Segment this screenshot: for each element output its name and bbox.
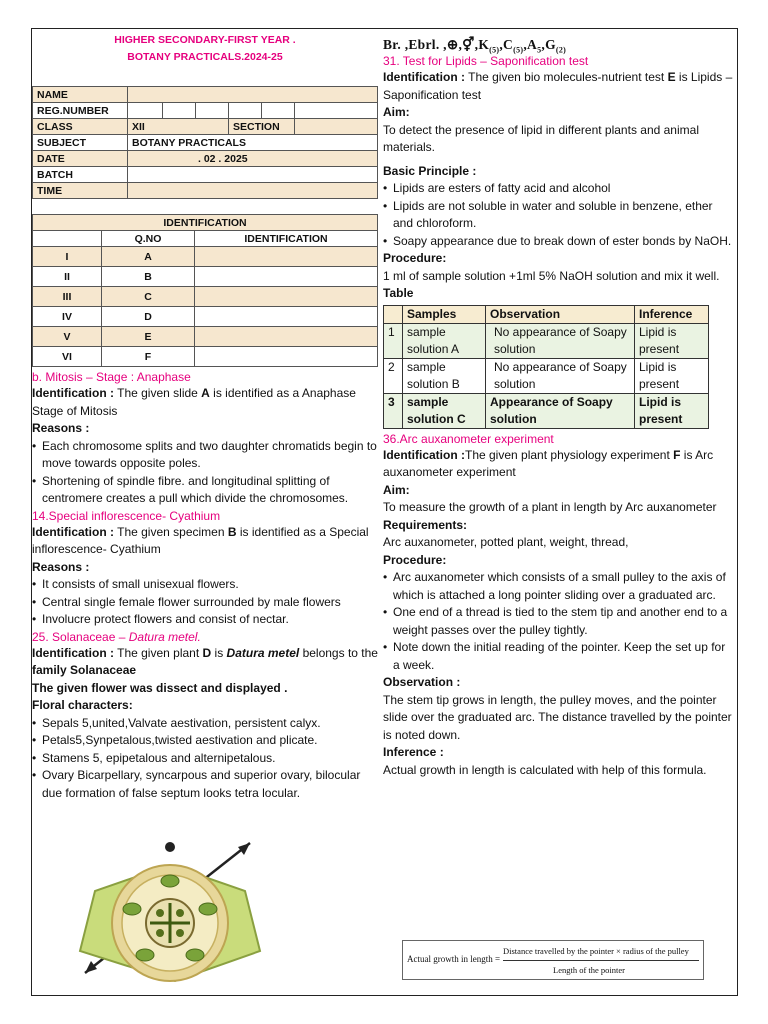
inference: Actual growth in length is calculated with help of this formula. xyxy=(383,762,707,777)
auxanometer-procedure-label: Procedure: xyxy=(383,552,447,567)
identification-header: IDENTIFICATION xyxy=(195,231,378,247)
floral-formula: Br. ,Ebrl. $,\oplus,⚥,K_{(5)},C_{(5)},A_5,G_{(2)}$ xyxy=(383,37,567,55)
table-row: 1 sample solution A No appearance of Soapy solution Lipid is present xyxy=(384,323,709,358)
auxanometer-aim-label: Aim: xyxy=(383,482,410,497)
auxanometer-identification: Identification :The given plant physiology experiment F is Arc auxanometer experiment xyxy=(383,447,714,479)
row-answer[interactable] xyxy=(195,247,378,267)
growth-formula-box xyxy=(402,940,704,980)
mitosis-reasons-list xyxy=(32,438,378,508)
auxanometer-heading: 36.Arc auxanometer experiment xyxy=(383,431,554,446)
mitosis-reasons-label: Reasons : xyxy=(32,421,90,435)
list-item: • Central single female flower surrounded by male flowers xyxy=(32,594,378,612)
row-number: II xyxy=(33,267,102,287)
section-label: SECTION xyxy=(229,119,295,135)
inference-label: Inference : xyxy=(383,745,444,759)
list-item: • Lipids are esters of fatty acid and alcohol xyxy=(383,180,733,198)
identification-title: IDENTIFICATION xyxy=(33,215,378,231)
solanaceae-heading: 25. Solanaceae – Datura metel. xyxy=(32,629,201,644)
batch-label: BATCH xyxy=(33,167,128,183)
floral-characters-list xyxy=(32,715,378,803)
date-label: DATE xyxy=(33,151,128,167)
reg-cell[interactable] xyxy=(262,103,295,119)
row-question: C xyxy=(102,287,195,307)
row-question: B xyxy=(102,267,195,287)
row-question: A xyxy=(102,247,195,267)
female-symbol-icon: ⚥ xyxy=(462,37,475,52)
list-item: • Sepals 5,united,Valvate aestivation, persistent calyx. xyxy=(32,715,378,733)
row-number: V xyxy=(33,327,102,347)
list-item: • It consists of small unisexual flowers. xyxy=(32,576,378,594)
cyathium-reasons-label: Reasons : xyxy=(32,559,90,574)
axis-arrowtail xyxy=(85,961,97,973)
row-number: I xyxy=(33,247,102,267)
formula-fraction-bar xyxy=(503,960,699,961)
observation: The stem tip grows in length, the pulley moves, and the pointer slide over the graduated arc. The distance travelled by the pointer is noted down. xyxy=(383,692,732,742)
auxanometer-aim: To measure the growth of a plant in length by Arc auxanometer xyxy=(383,500,717,514)
lipids-result-table xyxy=(383,305,709,429)
floral-diagram xyxy=(45,833,305,983)
right-column xyxy=(383,36,733,779)
lipids-procedure-label: Procedure: xyxy=(383,251,447,265)
list-item: • Involucre protect flowers and consist of nectar. xyxy=(32,611,378,629)
qno-header: Q.NO xyxy=(102,231,195,247)
table-header: Samples xyxy=(403,305,486,323)
date-value: . 02 . 2025 xyxy=(128,151,378,167)
table-header: Inference xyxy=(635,305,709,323)
table-header xyxy=(384,305,403,323)
class-value: XII xyxy=(128,119,229,135)
subject-value: BOTANY PRACTICALS xyxy=(128,135,378,151)
row-number: III xyxy=(33,287,102,307)
subject-label: SUBJECT xyxy=(33,135,128,151)
cyathium-section xyxy=(32,508,378,629)
identification-table xyxy=(32,214,378,367)
left-column xyxy=(32,29,378,802)
formula-denominator: Length of the pointer xyxy=(553,965,625,975)
row-answer[interactable] xyxy=(195,347,378,367)
name-field[interactable] xyxy=(128,87,378,103)
class-label: CLASS xyxy=(33,119,128,135)
list-item: • Shortening of spindle fibre. and longitudinal splitting of centromere creates a pull which divide the chromosomes. xyxy=(32,473,378,508)
observation-label: Observation : xyxy=(383,675,461,689)
header-title-line2: BOTANY PRACTICALS.2024-25 xyxy=(127,51,283,63)
axis-arrowhead xyxy=(238,843,250,855)
formula-lhs: Actual growth in length = xyxy=(407,954,501,964)
auxanometer-section xyxy=(383,431,733,780)
auxanometer-procedure-list xyxy=(383,569,733,674)
lipids-aim: To detect the presence of lipid in different plants and animal materials. xyxy=(383,122,699,154)
mother-axis-dot xyxy=(165,842,175,852)
basic-principle-label: Basic Principle : xyxy=(383,163,477,178)
row-answer[interactable] xyxy=(195,327,378,347)
floral-characters-label: Floral characters: xyxy=(32,698,133,712)
mitosis-heading: b. Mitosis – Stage : Anaphase xyxy=(32,370,191,384)
row-answer[interactable] xyxy=(195,267,378,287)
mitosis-section xyxy=(32,369,378,508)
solanaceae-dissect-note: The given flower was dissect and displayed . xyxy=(32,680,288,695)
lipids-section xyxy=(383,53,733,429)
requirements: Arc auxanometer, potted plant, weight, thread, xyxy=(383,535,629,549)
row-question: E xyxy=(102,327,195,347)
formula-numerator: Distance travelled by the pointer × radius of the pulley xyxy=(503,946,689,956)
time-field[interactable] xyxy=(128,183,378,199)
student-info-table xyxy=(32,86,378,199)
row-question: D xyxy=(102,307,195,327)
list-item: • Petals5,Synpetalous,twisted aestivation and plicate. xyxy=(32,732,378,750)
cyathium-identification: Identification : The given specimen B is identified as a Special inflorescence- Cyathium xyxy=(32,524,369,556)
reg-cell[interactable] xyxy=(128,103,163,119)
table-label: Table xyxy=(383,286,414,300)
lipids-heading: 31. Test for Lipids – Saponification test xyxy=(383,54,589,68)
list-item: • One end of a thread is tied to the stem tip and another end to a weight passes over the pulley tightly. xyxy=(383,604,733,639)
cyathium-heading: 14.Special inflorescence- Cyathium xyxy=(32,508,221,523)
reg-cell[interactable] xyxy=(163,103,196,119)
reg-cell[interactable] xyxy=(196,103,229,119)
name-label: NAME xyxy=(33,87,128,103)
list-item: • Lipids are not soluble in water and soluble in benzene, ether and chloroform. xyxy=(383,198,733,233)
list-item: • Ovary Bicarpellary, syncarpous and superior ovary, bilocular due formation of false septum looks tetra locular. xyxy=(32,767,378,802)
batch-field[interactable] xyxy=(128,167,378,183)
lipids-aim-label: Aim: xyxy=(383,105,410,119)
table-row: 2 sample solution B No appearance of Soapy solution Lipid is present xyxy=(384,358,709,393)
header-title-line1: HIGHER SECONDARY-FIRST YEAR . xyxy=(114,34,296,46)
list-item: • Note down the initial reading of the pointer. Keep the set up for a week. xyxy=(383,639,733,674)
row-number: IV xyxy=(33,307,102,327)
requirements-label: Requirements: xyxy=(383,517,468,532)
table-row: 3 sample solution C Appearance of Soapy solution Lipid is present xyxy=(384,393,709,428)
section-field[interactable] xyxy=(295,119,378,135)
lipids-identification: Identification : The given bio molecules-nutrient test E is Lipids – Saponification test xyxy=(383,70,733,102)
row-question: F xyxy=(102,347,195,367)
reg-cell[interactable] xyxy=(295,103,378,119)
list-item: • Stamens 5, epipetalous and alternipetalous. xyxy=(32,750,378,768)
reg-number-label: REG.NUMBER xyxy=(33,103,128,119)
solanaceae-identification: Identification : The given plant D is Datura metel belongs to the family Solanaceae xyxy=(32,645,378,677)
lipids-procedure: 1 ml of sample solution +1ml 5% NaOH solution and mix it well. xyxy=(383,268,720,283)
solanaceae-section xyxy=(32,629,378,803)
row-number: VI xyxy=(33,347,102,367)
reg-cell[interactable] xyxy=(229,103,262,119)
mitosis-identification: Identification : The given slide A is identified as a Anaphase Stage of Mitosis xyxy=(32,386,356,418)
list-item: • Arc auxanometer which consists of a small pulley to the axis of which is attached a long pointer sliding over a graduated arc. xyxy=(383,569,733,604)
table-header: Observation xyxy=(486,305,635,323)
cyathium-reasons-list xyxy=(32,576,378,629)
row-answer[interactable] xyxy=(195,287,378,307)
list-item: • Soapy appearance due to break down of ester bonds by NaOH. xyxy=(383,233,733,251)
time-label: TIME xyxy=(33,183,128,199)
row-answer[interactable] xyxy=(195,307,378,327)
basic-principle-list xyxy=(383,180,733,250)
list-item: • Each chromosome splits and two daughter chromatids begin to move towards opposite poles. xyxy=(32,438,378,473)
roman-header xyxy=(33,231,102,247)
